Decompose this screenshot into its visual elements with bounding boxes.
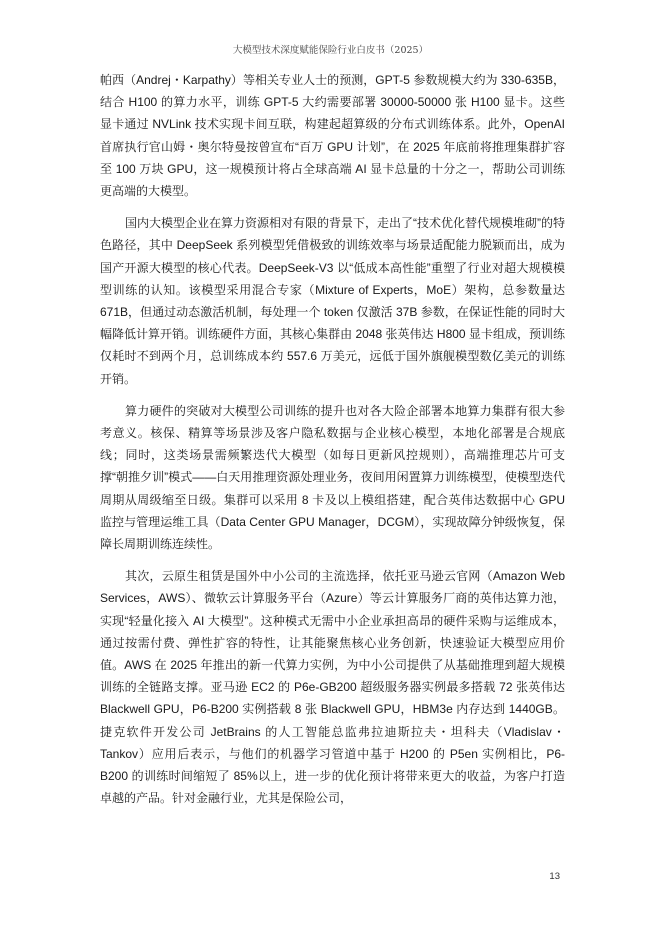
running-header: 大模型技术深度赋能保险行业白皮书（2025）	[232, 45, 429, 56]
paragraph-insurer-compute: 算力硬件的突破对大模型公司训练的提升也对各大险企部署本地算力集群有很大参考意义。核保、精算等场景涉及客户隐私数据与企业核心模型，本地化部署是合规底线；同时，这类场景需频繁迭代大模型（如每日更新风控规则），高端推理芯片可支撑“朝推夕训”模式——白天用推理资源处理业务，夜间用闲置算力训练模型，使模型迭代周期从周级缩至日级。集群可以采用 8 卡及以上模组搭建，配合英伟达数据中心 GPU 监控与管理运维工具（Data Center GPU Manager，DCGM），实现故障分钟级恢复，保障长周期训练连续性。	[100, 403, 565, 552]
paragraph-continued: 帕西（Andrej・Karpathy）等相关专业人士的预测，GPT-5 参数规模大约为 330-635B，结合 H100 的算力水平，训练 GPT-5 大约需要部署 30000-50000 张 H100 显卡。这些显卡通过 NVLink 技术实现卡间互联，构建起超算级的分布式训练体系。此外，OpenAI 首席执行官山姆・奥尔特曼按曾宣布“百万 GPU 计划”，在 2025 年底前将推理集群扩容至 100 万块 GPU，这一规模预计将占全球高端 AI 显卡总量的十分之一，帮助公司训练更高端的大模型。	[100, 73, 565, 199]
paragraph-cloud-leasing: 其次，云原生租赁是国外中小公司的主流选择，依托亚马逊云官网（Amazon Web Services，AWS）、微软云计算服务平台（Azure）等云计算服务厂商的英伟达算力池，实现“轻量化接入 AI 大模型”。这种模式无需中小企业承担高昂的硬件采购与运维成本，通过按需付费、弹性扩容的特性，让其能聚焦核心业务创新，快速验证大模型应用价值。AWS 在 2025 年推出的新一代算力实例，为中小公司提供了从基础推理到超大规模训练的全链路支撑。亚马逊 EC2 的 P6e-GB200 超级服务器实例最多搭载 72 张英伟达 Blackwell GPU，P6-B200 实例搭载 8 张 Blackwell GPU，HBM3e 内存达到 1440GB。捷克软件开发公司 JetBrains 的人工智能总监弗拉迪斯拉夫・坦科夫（Vladislav・Tankov）应用后表示，与他们的机器学习管道中基于 H200 的 P5en 实例相比，P6-B200 的训练时间缩短了 85%以上，进一步的优化预计将带来更大的收益，为客户打造卓越的产品。针对金融行业，尤其是保险公司，	[100, 569, 565, 806]
body-text	[100, 69, 565, 820]
paragraph-deepseek: 国内大模型企业在算力资源相对有限的背景下，走出了“技术优化替代规模堆砌”的特色路径，其中 DeepSeek 系列模型凭借极致的训练效率与场景适配能力脱颖而出，成为国产开源大模型的核心代表。DeepSeek-V3 以“低成本高性能”重塑了行业对超大规模模型训练的认知。该模型采用混合专家（Mixture of Experts，MoE）架构，总参数量达 671B，但通过动态激活机制，每处理一个 token 仅激活 37B 参数，在保证性能的同时大幅降低计算开销。训练硬件方面，其核心集群由 2048 张英伟达 H800 显卡组成，预训练仅耗时不到两个月，总训练成本约 557.6 万美元，远低于国外旗舰模型数亿美元的训练开销。	[100, 216, 565, 386]
page-number: 13	[549, 871, 560, 882]
